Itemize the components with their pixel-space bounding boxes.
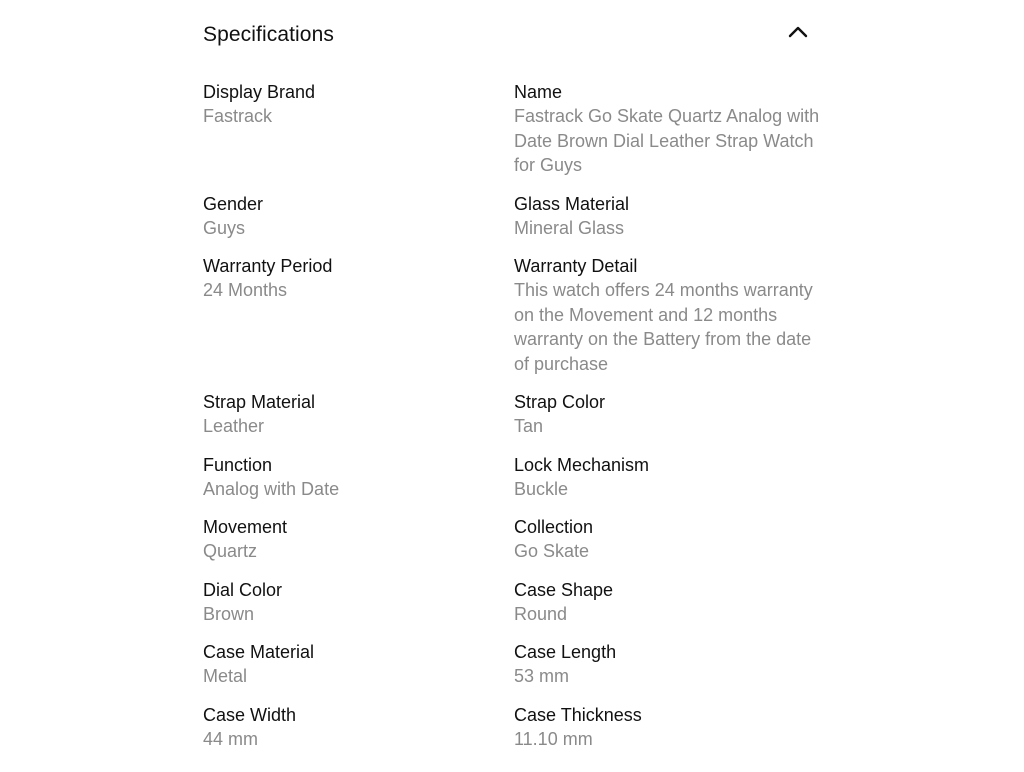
spec-value: 44 mm bbox=[203, 728, 259, 749]
spec-label: Strap Material bbox=[203, 392, 316, 412]
spec-label: Strap Color bbox=[514, 392, 606, 412]
spec-item-function bbox=[203, 453, 514, 516]
spec-value: Round bbox=[514, 603, 568, 624]
spec-label: Display Brand bbox=[203, 82, 316, 102]
spec-value: Brown bbox=[203, 603, 255, 624]
specifications-grid bbox=[203, 80, 823, 765]
spec-label: Dial Color bbox=[203, 579, 283, 600]
spec-item-strap-material bbox=[203, 390, 514, 453]
spec-item-gender bbox=[203, 192, 514, 255]
spec-label: Warranty Period bbox=[203, 256, 333, 276]
spec-item-movement bbox=[203, 515, 514, 578]
spec-value: 24 Months bbox=[203, 280, 288, 300]
spec-item-strap-color bbox=[514, 390, 823, 453]
specifications-header[interactable] bbox=[203, 0, 823, 70]
spec-value: Quartz bbox=[203, 541, 258, 561]
spec-item-lock-mechanism bbox=[514, 453, 823, 516]
specifications-title: Specifications bbox=[203, 23, 334, 46]
spec-label: Case Material bbox=[203, 642, 315, 662]
spec-value: Guys bbox=[203, 217, 246, 238]
spec-value: Fastrack bbox=[203, 106, 273, 126]
spec-value: Fastrack Go Skate Quartz Analog with Date Brown Dial Leather Strap Watch for Guys bbox=[514, 106, 820, 175]
spec-label: Warranty Detail bbox=[514, 256, 638, 276]
spec-label: Collection bbox=[514, 517, 594, 537]
spec-value: Metal bbox=[203, 666, 248, 686]
spec-label: Case Width bbox=[203, 704, 297, 725]
spec-item-display-brand bbox=[203, 80, 514, 192]
spec-label: Function bbox=[203, 454, 273, 475]
spec-value: Leather bbox=[203, 416, 265, 436]
spec-label: Glass Material bbox=[514, 193, 630, 214]
spec-value: 11.10 mm bbox=[514, 728, 593, 749]
spec-item-glass-material bbox=[514, 192, 823, 255]
spec-value: This watch offers 24 months warranty on the Movement and 12 months warranty on the Battery from the date of purchase bbox=[514, 280, 813, 374]
spec-label: Lock Mechanism bbox=[514, 454, 650, 475]
spec-label: Case Length bbox=[514, 642, 617, 662]
spec-item-case-width bbox=[203, 703, 514, 766]
spec-value: Go Skate bbox=[514, 541, 590, 561]
spec-value: Tan bbox=[514, 416, 544, 436]
spec-value: Mineral Glass bbox=[514, 217, 625, 238]
spec-item-case-material bbox=[203, 640, 514, 703]
spec-value: Buckle bbox=[514, 478, 569, 499]
spec-item-collection bbox=[514, 515, 823, 578]
spec-item-name bbox=[514, 80, 823, 192]
spec-value: 53 mm bbox=[514, 666, 570, 686]
spec-item-dial-color bbox=[203, 578, 514, 641]
spec-label: Case Thickness bbox=[514, 704, 642, 725]
spec-item-case-thickness bbox=[514, 703, 823, 766]
spec-item-case-shape bbox=[514, 578, 823, 641]
spec-item-case-length bbox=[514, 640, 823, 703]
spec-item-warranty-period bbox=[203, 254, 514, 390]
specifications-panel bbox=[203, 0, 823, 765]
spec-label: Case Shape bbox=[514, 579, 614, 600]
spec-label: Movement bbox=[203, 517, 288, 537]
spec-value: Analog with Date bbox=[203, 478, 340, 499]
spec-label: Name bbox=[514, 82, 563, 102]
chevron-up-icon[interactable] bbox=[785, 19, 811, 45]
spec-item-warranty-detail bbox=[514, 254, 823, 390]
spec-label: Gender bbox=[203, 193, 264, 214]
